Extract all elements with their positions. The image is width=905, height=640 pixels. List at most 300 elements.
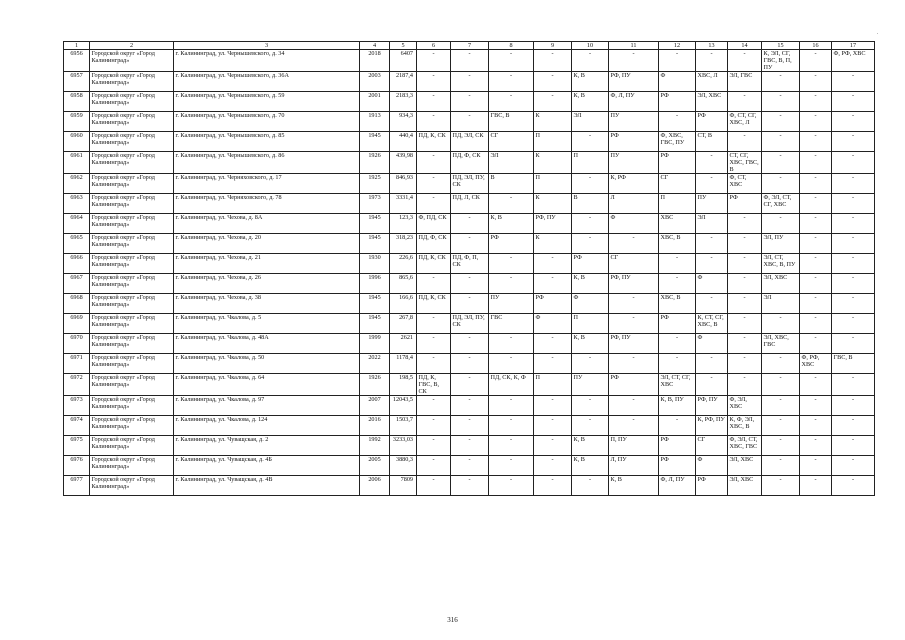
value-cell: - bbox=[489, 72, 534, 92]
value-cell: - bbox=[832, 72, 875, 92]
value-cell: ЭЛ, ХВС bbox=[696, 92, 728, 112]
value-cell: - bbox=[489, 92, 534, 112]
value-cell: - bbox=[451, 112, 489, 132]
area-cell: 865,6 bbox=[390, 274, 417, 294]
value-cell: - bbox=[800, 112, 832, 132]
table-row bbox=[64, 354, 875, 374]
value-cell: - bbox=[489, 436, 534, 456]
column-number-cell: 9 bbox=[534, 42, 572, 50]
table-row bbox=[64, 254, 875, 274]
value-cell: - bbox=[728, 254, 762, 274]
value-cell: РФ bbox=[659, 152, 696, 174]
address-cell: г. Калининград, ул. Чкалова, д. 97 bbox=[174, 396, 360, 416]
row-number-cell: 6972 bbox=[64, 374, 90, 396]
value-cell: Ф, СТ, ХВС bbox=[728, 174, 762, 194]
value-cell: - bbox=[832, 152, 875, 174]
area-cell: 318,23 bbox=[390, 234, 417, 254]
value-cell: - bbox=[800, 132, 832, 152]
table-row bbox=[64, 112, 875, 132]
value-cell: - bbox=[489, 334, 534, 354]
value-cell: - bbox=[762, 436, 800, 456]
value-cell: - bbox=[451, 334, 489, 354]
value-cell: - bbox=[451, 416, 489, 436]
area-cell: 2187,4 bbox=[390, 72, 417, 92]
value-cell: РФ bbox=[659, 92, 696, 112]
row-number-cell: 6966 bbox=[64, 254, 90, 274]
column-number-cell: 3 bbox=[174, 42, 360, 50]
table-row bbox=[64, 314, 875, 334]
buildings-table bbox=[63, 41, 875, 496]
value-cell: - bbox=[800, 174, 832, 194]
address-cell: г. Калининград, ул. Чкалова, д. 5 bbox=[174, 314, 360, 334]
column-number-cell: 12 bbox=[659, 42, 696, 50]
table-row bbox=[64, 214, 875, 234]
value-cell: ГВС, В bbox=[832, 354, 875, 374]
value-cell: - bbox=[762, 374, 800, 396]
value-cell: В bbox=[489, 174, 534, 194]
value-cell: СГ bbox=[659, 174, 696, 194]
owner-cell: Городской округ «Город Калининград» bbox=[90, 112, 174, 132]
year-cell: 1925 bbox=[360, 174, 390, 194]
value-cell: - bbox=[534, 476, 572, 496]
value-cell: - bbox=[609, 294, 659, 314]
address-cell: г. Калининград, ул. Чернышевского, д. 59 bbox=[174, 92, 360, 112]
value-cell: - bbox=[572, 476, 609, 496]
table-row bbox=[64, 476, 875, 496]
row-number-cell: 6968 bbox=[64, 294, 90, 314]
value-cell: - bbox=[489, 354, 534, 374]
year-cell: 1930 bbox=[360, 254, 390, 274]
value-cell: ПД, ЭЛ, СК bbox=[451, 132, 489, 152]
value-cell: РФ bbox=[534, 294, 572, 314]
value-cell: ГВС bbox=[489, 314, 534, 334]
value-cell: - bbox=[609, 416, 659, 436]
value-cell: - bbox=[728, 92, 762, 112]
year-cell: 1992 bbox=[360, 436, 390, 456]
value-cell: - bbox=[800, 294, 832, 314]
area-cell: 166,6 bbox=[390, 294, 417, 314]
owner-cell: Городской округ «Город Калининград» bbox=[90, 416, 174, 436]
value-cell: СТ, СГ, ХВС, ГВС, В bbox=[728, 152, 762, 174]
value-cell: - bbox=[534, 396, 572, 416]
table-row bbox=[64, 194, 875, 214]
value-cell: ХВС bbox=[659, 214, 696, 234]
value-cell: Ф bbox=[534, 314, 572, 334]
year-cell: 1945 bbox=[360, 214, 390, 234]
value-cell: К bbox=[534, 112, 572, 132]
column-number-cell: 2 bbox=[90, 42, 174, 50]
value-cell: Ф, РФ, ХВС bbox=[800, 354, 832, 374]
owner-cell: Городской округ «Город Калининград» bbox=[90, 234, 174, 254]
value-cell: - bbox=[800, 50, 832, 72]
year-cell: 1945 bbox=[360, 234, 390, 254]
value-cell: - bbox=[451, 354, 489, 374]
table-row bbox=[64, 374, 875, 396]
value-cell: - bbox=[417, 476, 451, 496]
value-cell: Ф, ЭЛ, СТ, СГ, ХВС bbox=[762, 194, 800, 214]
value-cell: - bbox=[728, 294, 762, 314]
value-cell: - bbox=[832, 194, 875, 214]
table-row bbox=[64, 72, 875, 92]
owner-cell: Городской округ «Город Калининград» bbox=[90, 214, 174, 234]
value-cell: - bbox=[832, 254, 875, 274]
value-cell: К, В bbox=[489, 214, 534, 234]
value-cell: - bbox=[451, 294, 489, 314]
owner-cell: Городской округ «Город Калининград» bbox=[90, 456, 174, 476]
owner-cell: Городской округ «Город Калининград» bbox=[90, 194, 174, 214]
value-cell: П bbox=[534, 132, 572, 152]
value-cell: ПД, ЭЛ, ПУ, СК bbox=[451, 174, 489, 194]
value-cell: Ф, ХВС, ГВС, ПУ bbox=[659, 132, 696, 152]
table-row bbox=[64, 436, 875, 456]
value-cell: - bbox=[800, 334, 832, 354]
value-cell: К bbox=[534, 194, 572, 214]
value-cell: - bbox=[417, 314, 451, 334]
value-cell: - bbox=[417, 112, 451, 132]
value-cell: - bbox=[451, 396, 489, 416]
value-cell: - bbox=[800, 314, 832, 334]
column-number-cell: 6 bbox=[417, 42, 451, 50]
address-cell: г. Калининград, ул. Чехова, д. 20 bbox=[174, 234, 360, 254]
address-cell: г. Калининград, ул. Чехова, д. 26 bbox=[174, 274, 360, 294]
area-cell: 3331,4 bbox=[390, 194, 417, 214]
value-cell: - bbox=[534, 274, 572, 294]
year-cell: 2018 bbox=[360, 50, 390, 72]
row-number-cell: 6971 bbox=[64, 354, 90, 374]
owner-cell: Городской округ «Город Калининград» bbox=[90, 294, 174, 314]
value-cell: - bbox=[417, 174, 451, 194]
value-cell: - bbox=[696, 294, 728, 314]
table-row bbox=[64, 234, 875, 254]
area-cell: 226,6 bbox=[390, 254, 417, 274]
value-cell: ПД, Ф, СК bbox=[417, 234, 451, 254]
value-cell: ХВС, В bbox=[659, 234, 696, 254]
table-row bbox=[64, 294, 875, 314]
value-cell: - bbox=[417, 354, 451, 374]
value-cell: - bbox=[696, 254, 728, 274]
document-page bbox=[63, 41, 875, 496]
year-cell: 2003 bbox=[360, 72, 390, 92]
value-cell: - bbox=[534, 456, 572, 476]
row-number-cell: 6960 bbox=[64, 132, 90, 152]
value-cell: - bbox=[489, 456, 534, 476]
address-cell: г. Калининград, ул. Чкалова, д. 124 bbox=[174, 416, 360, 436]
value-cell: Л bbox=[609, 194, 659, 214]
value-cell: РФ, ПУ bbox=[534, 214, 572, 234]
value-cell: - bbox=[728, 274, 762, 294]
value-cell: РФ bbox=[609, 132, 659, 152]
area-cell: 267,8 bbox=[390, 314, 417, 334]
value-cell: ЭЛ, ХВС bbox=[728, 456, 762, 476]
value-cell: ХВС, В bbox=[659, 294, 696, 314]
value-cell: ЭЛ, ХВС bbox=[728, 476, 762, 496]
value-cell: - bbox=[832, 92, 875, 112]
value-cell: Ф, ПД, СК bbox=[417, 214, 451, 234]
value-cell: - bbox=[659, 50, 696, 72]
value-cell: - bbox=[417, 396, 451, 416]
table-row bbox=[64, 334, 875, 354]
value-cell: ПД, К, СК bbox=[417, 254, 451, 274]
owner-cell: Городской округ «Город Калининград» bbox=[90, 174, 174, 194]
value-cell: - bbox=[832, 396, 875, 416]
table-row bbox=[64, 396, 875, 416]
value-cell: - bbox=[659, 274, 696, 294]
owner-cell: Городской округ «Город Калининград» bbox=[90, 334, 174, 354]
table-body bbox=[64, 42, 875, 496]
value-cell: - bbox=[489, 416, 534, 436]
area-cell: 440,4 bbox=[390, 132, 417, 152]
value-cell: П bbox=[572, 152, 609, 174]
value-cell: ПД, К, СК bbox=[417, 132, 451, 152]
owner-cell: Городской округ «Город Калининград» bbox=[90, 354, 174, 374]
value-cell: - bbox=[417, 416, 451, 436]
value-cell: СГ bbox=[489, 132, 534, 152]
year-cell: 1913 bbox=[360, 112, 390, 132]
value-cell: ПД, К, СК bbox=[417, 294, 451, 314]
value-cell: К, СТ, СГ, ХВС, В bbox=[696, 314, 728, 334]
address-cell: г. Калининград, ул. Чехова, д. 8А bbox=[174, 214, 360, 234]
value-cell: - bbox=[572, 354, 609, 374]
value-cell: К bbox=[534, 234, 572, 254]
value-cell: - bbox=[534, 92, 572, 112]
value-cell: ПД, СК, К, Ф bbox=[489, 374, 534, 396]
value-cell: П, ПУ bbox=[609, 436, 659, 456]
value-cell: - bbox=[451, 476, 489, 496]
area-cell: 12043,5 bbox=[390, 396, 417, 416]
value-cell: - bbox=[762, 476, 800, 496]
row-number-cell: 6976 bbox=[64, 456, 90, 476]
column-number-cell: 1 bbox=[64, 42, 90, 50]
value-cell: - bbox=[762, 174, 800, 194]
value-cell: ЭЛ bbox=[489, 152, 534, 174]
row-number-cell: 6973 bbox=[64, 396, 90, 416]
column-number-cell: 5 bbox=[390, 42, 417, 50]
value-cell: Ф, Л, ПУ bbox=[659, 476, 696, 496]
value-cell: ПД, Л, СК bbox=[451, 194, 489, 214]
column-number-cell: 15 bbox=[762, 42, 800, 50]
value-cell: - bbox=[696, 50, 728, 72]
owner-cell: Городской округ «Город Калининград» bbox=[90, 152, 174, 174]
table-row bbox=[64, 132, 875, 152]
value-cell: - bbox=[800, 456, 832, 476]
value-cell: - bbox=[762, 416, 800, 436]
year-cell: 2016 bbox=[360, 416, 390, 436]
value-cell: ПД, К, ГВС, В, СК bbox=[417, 374, 451, 396]
value-cell: - bbox=[609, 314, 659, 334]
row-number-cell: 6961 bbox=[64, 152, 90, 174]
value-cell: - bbox=[800, 234, 832, 254]
value-cell: СГ bbox=[609, 254, 659, 274]
value-cell: - bbox=[659, 354, 696, 374]
value-cell: - bbox=[832, 234, 875, 254]
area-cell: 123,3 bbox=[390, 214, 417, 234]
address-cell: г. Калининград, ул. Чуващская, д. 2 bbox=[174, 436, 360, 456]
value-cell: ЭЛ, СТ, СГ, ХВС bbox=[659, 374, 696, 396]
value-cell: - bbox=[417, 436, 451, 456]
value-cell: - bbox=[451, 234, 489, 254]
value-cell: РФ bbox=[728, 194, 762, 214]
value-cell: К, В bbox=[572, 274, 609, 294]
year-cell: 1945 bbox=[360, 294, 390, 314]
area-cell: 2183,3 bbox=[390, 92, 417, 112]
value-cell: ЭЛ bbox=[762, 294, 800, 314]
value-cell: - bbox=[489, 50, 534, 72]
value-cell: ПУ bbox=[609, 152, 659, 174]
row-number-cell: 6969 bbox=[64, 314, 90, 334]
value-cell: РФ, ПУ bbox=[696, 396, 728, 416]
owner-cell: Городской округ «Город Калининград» bbox=[90, 132, 174, 152]
value-cell: - bbox=[489, 194, 534, 214]
value-cell: ЭЛ, ГВС bbox=[728, 72, 762, 92]
owner-cell: Городской округ «Город Калининград» bbox=[90, 274, 174, 294]
column-number-cell: 13 bbox=[696, 42, 728, 50]
year-cell: 1996 bbox=[360, 274, 390, 294]
column-number-cell: 11 bbox=[609, 42, 659, 50]
column-number-cell: 8 bbox=[489, 42, 534, 50]
value-cell: - bbox=[489, 396, 534, 416]
value-cell: - bbox=[609, 396, 659, 416]
value-cell: ПУ bbox=[696, 194, 728, 214]
value-cell: ЭЛ bbox=[696, 214, 728, 234]
value-cell: - bbox=[534, 436, 572, 456]
value-cell: Ф bbox=[572, 294, 609, 314]
value-cell: - bbox=[800, 214, 832, 234]
value-cell: К, В bbox=[572, 92, 609, 112]
value-cell: К bbox=[534, 152, 572, 174]
value-cell: ПУ bbox=[572, 374, 609, 396]
value-cell: ЭЛ bbox=[572, 112, 609, 132]
value-cell: РФ bbox=[659, 436, 696, 456]
value-cell: К, РФ bbox=[609, 174, 659, 194]
column-number-cell: 10 bbox=[572, 42, 609, 50]
value-cell: - bbox=[417, 456, 451, 476]
year-cell: 2001 bbox=[360, 92, 390, 112]
value-cell: - bbox=[832, 112, 875, 132]
value-cell: РФ bbox=[696, 112, 728, 132]
value-cell: - bbox=[572, 416, 609, 436]
value-cell: - bbox=[696, 174, 728, 194]
value-cell: - bbox=[572, 50, 609, 72]
value-cell: - bbox=[762, 314, 800, 334]
column-number-cell: 4 bbox=[360, 42, 390, 50]
value-cell: - bbox=[451, 214, 489, 234]
value-cell: - bbox=[572, 234, 609, 254]
value-cell: - bbox=[800, 72, 832, 92]
address-cell: г. Калининград, ул. Чехова, д. 21 bbox=[174, 254, 360, 274]
value-cell: - bbox=[572, 174, 609, 194]
year-cell: 1973 bbox=[360, 194, 390, 214]
owner-cell: Городской округ «Город Калининград» bbox=[90, 374, 174, 396]
value-cell: - bbox=[762, 92, 800, 112]
value-cell: П bbox=[534, 374, 572, 396]
value-cell: - bbox=[534, 50, 572, 72]
value-cell: - bbox=[800, 194, 832, 214]
value-cell: Л, ПУ bbox=[609, 456, 659, 476]
area-cell: 7809 bbox=[390, 476, 417, 496]
year-cell: 1945 bbox=[360, 314, 390, 334]
value-cell: ПД, Ф, П, СК bbox=[451, 254, 489, 274]
value-cell: - bbox=[451, 274, 489, 294]
value-cell: - bbox=[451, 92, 489, 112]
owner-cell: Городской округ «Город Калининград» bbox=[90, 50, 174, 72]
value-cell: Ф, СТ, СГ, ХВС, Л bbox=[728, 112, 762, 132]
value-cell: - bbox=[728, 354, 762, 374]
value-cell: - bbox=[417, 50, 451, 72]
value-cell: - bbox=[762, 72, 800, 92]
value-cell: К, РФ, ПУ bbox=[696, 416, 728, 436]
address-cell: г. Калининград, ул. Чернышевского, д. 70 bbox=[174, 112, 360, 132]
value-cell: - bbox=[728, 132, 762, 152]
year-cell: 1926 bbox=[360, 374, 390, 396]
value-cell: - bbox=[696, 234, 728, 254]
value-cell: - bbox=[417, 194, 451, 214]
owner-cell: Городской округ «Город Калининград» bbox=[90, 436, 174, 456]
value-cell: - bbox=[489, 254, 534, 274]
owner-cell: Городской округ «Город Калининград» bbox=[90, 476, 174, 496]
value-cell: ЭЛ, ПУ bbox=[762, 234, 800, 254]
value-cell: - bbox=[832, 314, 875, 334]
value-cell: К, В bbox=[572, 436, 609, 456]
address-cell: г. Калининград, ул. Чуващская, д. 4Б bbox=[174, 456, 360, 476]
value-cell: - bbox=[609, 234, 659, 254]
value-cell: Ф bbox=[696, 456, 728, 476]
value-cell: - bbox=[832, 416, 875, 436]
value-cell: - bbox=[800, 92, 832, 112]
value-cell: ГВС, В bbox=[489, 112, 534, 132]
area-cell: 846,93 bbox=[390, 174, 417, 194]
area-cell: 198,5 bbox=[390, 374, 417, 396]
value-cell: - bbox=[534, 334, 572, 354]
value-cell: - bbox=[728, 234, 762, 254]
address-cell: г. Калининград, ул. Чкалова, д. 64 bbox=[174, 374, 360, 396]
row-number-cell: 6959 bbox=[64, 112, 90, 132]
page-number: 316 bbox=[447, 616, 458, 624]
column-number-cell: 16 bbox=[800, 42, 832, 50]
value-cell: - bbox=[609, 354, 659, 374]
corner-mark: . bbox=[876, 31, 878, 36]
value-cell: - bbox=[832, 476, 875, 496]
year-cell: 2006 bbox=[360, 476, 390, 496]
area-cell: 934,3 bbox=[390, 112, 417, 132]
owner-cell: Городской округ «Город Калининград» bbox=[90, 92, 174, 112]
value-cell: - bbox=[417, 152, 451, 174]
value-cell: - bbox=[489, 476, 534, 496]
value-cell: - bbox=[489, 274, 534, 294]
value-cell: - bbox=[534, 354, 572, 374]
value-cell: - bbox=[451, 50, 489, 72]
value-cell: - bbox=[762, 354, 800, 374]
value-cell: - bbox=[417, 274, 451, 294]
value-cell: - bbox=[832, 132, 875, 152]
value-cell: - bbox=[728, 214, 762, 234]
value-cell: - bbox=[534, 72, 572, 92]
value-cell: - bbox=[800, 374, 832, 396]
value-cell: Ф bbox=[659, 72, 696, 92]
value-cell: РФ bbox=[659, 456, 696, 476]
area-cell: 1178,4 bbox=[390, 354, 417, 374]
value-cell: - bbox=[832, 456, 875, 476]
address-cell: г. Калининград, ул. Чуващская, д. 4В bbox=[174, 476, 360, 496]
value-cell: П bbox=[659, 194, 696, 214]
value-cell: - bbox=[800, 436, 832, 456]
address-cell: г. Калининград, ул. Чернышевского, д. 85 bbox=[174, 132, 360, 152]
value-cell: Ф bbox=[696, 274, 728, 294]
address-cell: г. Калининград, ул. Чкалова, д. 50 bbox=[174, 354, 360, 374]
value-cell: К, В bbox=[572, 72, 609, 92]
owner-cell: Городской округ «Город Калининград» bbox=[90, 396, 174, 416]
table-row bbox=[64, 152, 875, 174]
value-cell: К, В bbox=[609, 476, 659, 496]
